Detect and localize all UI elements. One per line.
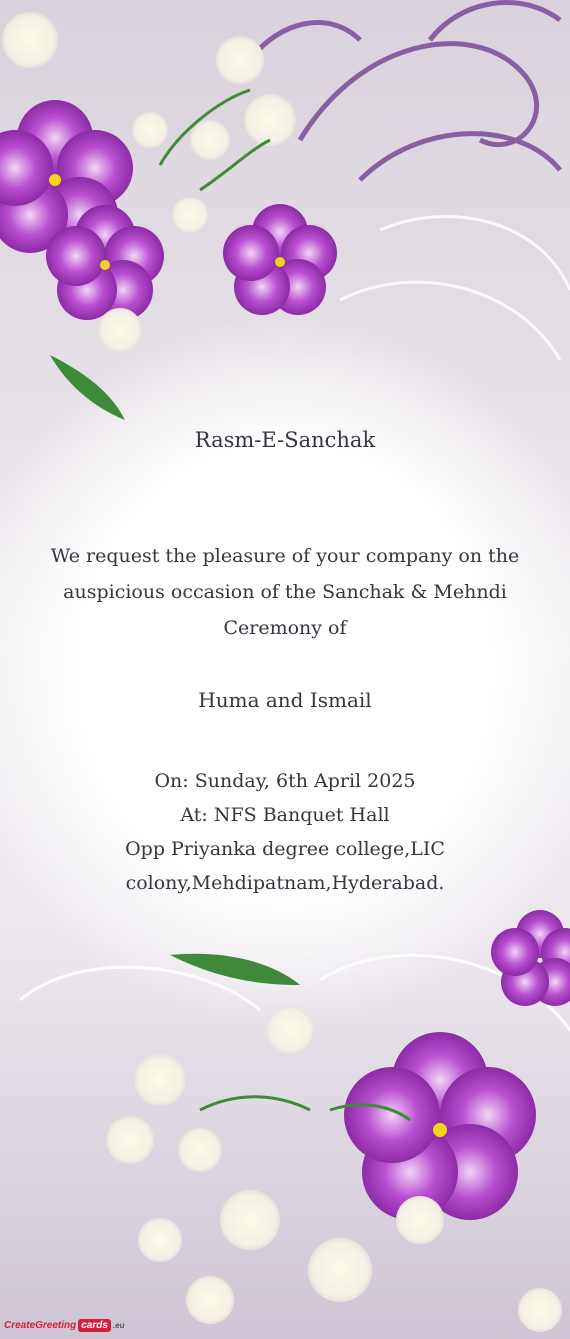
event-address-line1: Opp Priyanka degree college,LIC bbox=[125, 838, 445, 860]
event-address-line2: colony,Mehdipatnam,Hyderabad. bbox=[125, 872, 445, 894]
invitation-request: We request the pleasure of your company on the auspicious occasion of the Sanchak & Mehndi Ceremony of bbox=[50, 545, 520, 639]
event-details bbox=[0, 764, 570, 900]
bottom-leaf bbox=[170, 954, 300, 985]
watermark-badge: cards bbox=[78, 1319, 111, 1332]
top-purple-flower-2 bbox=[223, 204, 337, 315]
bottom-purple-flower-2 bbox=[491, 910, 570, 1006]
couple-names: Huma and Ismail bbox=[198, 688, 372, 712]
bottom-purple-flower-1 bbox=[344, 1032, 536, 1220]
top-leaf bbox=[50, 355, 125, 420]
event-date: On: Sunday, 6th April 2025 bbox=[154, 770, 416, 792]
invitation-title: Rasm-E-Sanchak bbox=[194, 428, 376, 452]
top-swirls bbox=[250, 3, 560, 180]
event-venue: At: NFS Banquet Hall bbox=[180, 804, 390, 826]
watermark-text: CreateGreeting bbox=[4, 1319, 77, 1331]
watermark-tld: .eu bbox=[112, 1320, 125, 1330]
watermark-logo[interactable] bbox=[4, 1315, 125, 1335]
